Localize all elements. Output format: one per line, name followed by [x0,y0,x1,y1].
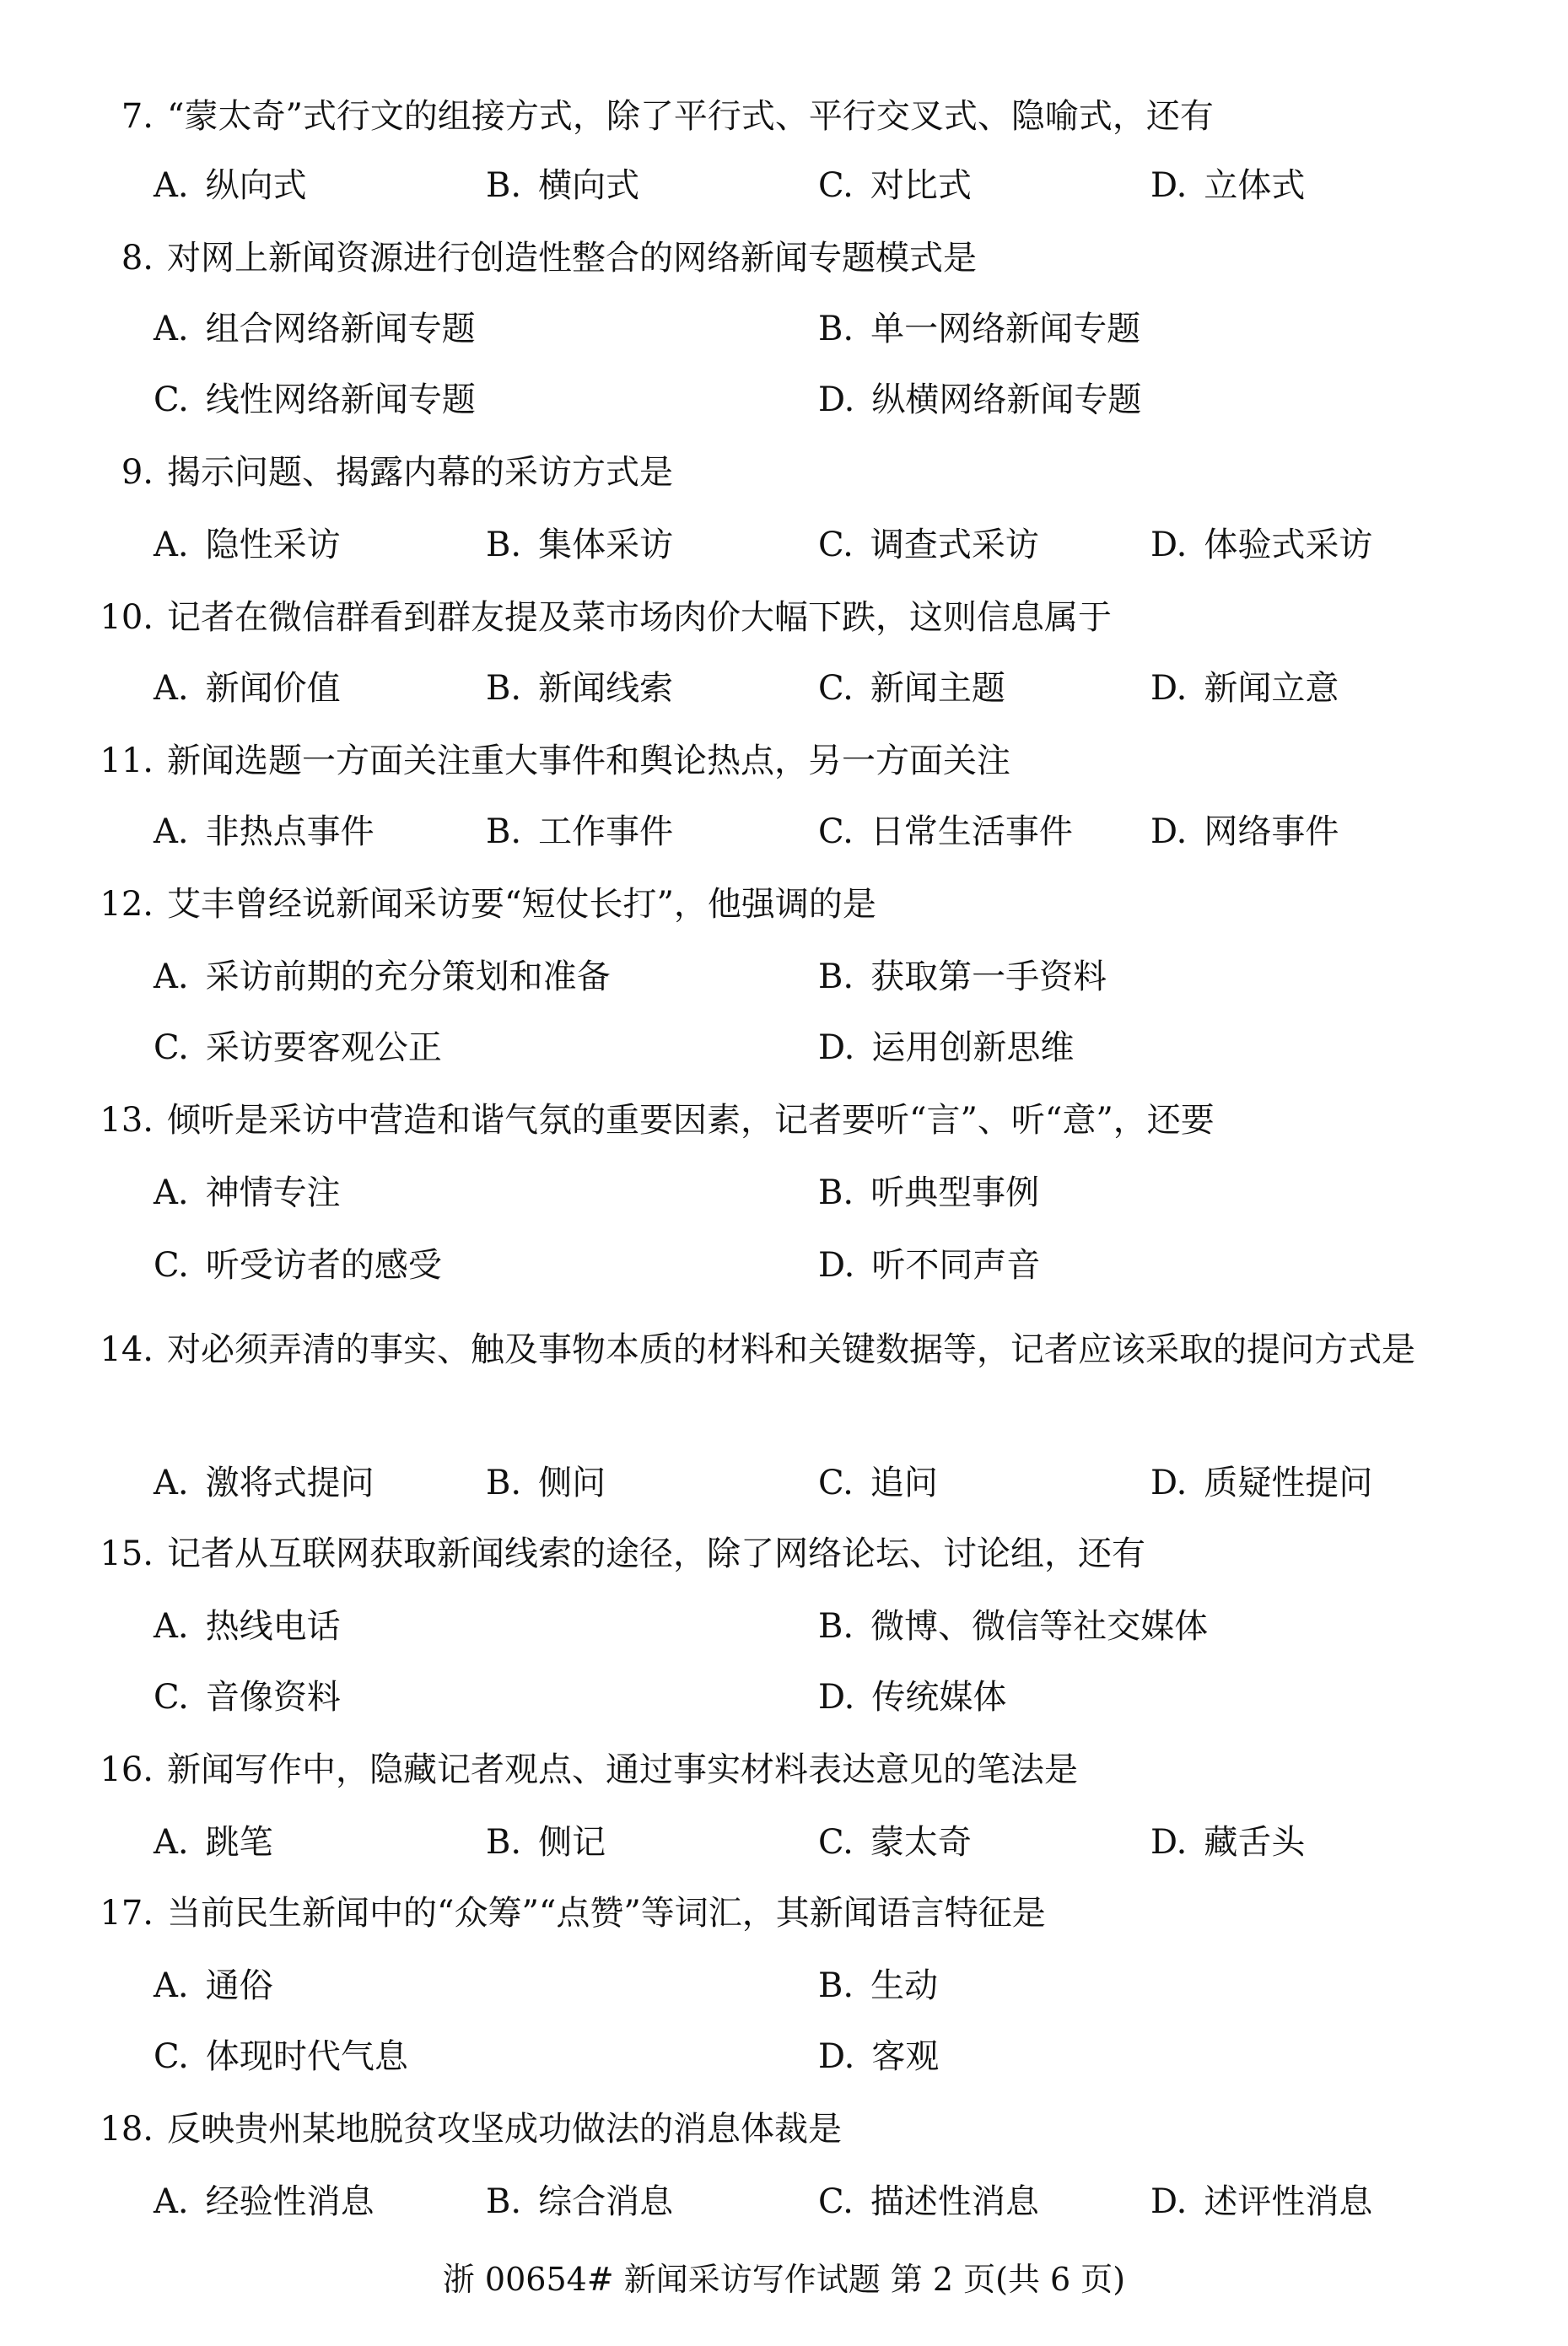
q10-option-b: B. 新闻线索 [486,669,674,708]
q12-option-a: A. 采访前期的充分策划和准备 [154,957,611,996]
q9-option-c: C. 调查式采访 [818,526,1039,564]
q12-option-d: D. 运用创新思维 [818,1028,1075,1067]
q17-option-b: B. 生动 [818,1966,939,2005]
q13-option-d: D. 听不同声音 [818,1246,1041,1285]
q8-option-d: D. 纵横网络新闻专题 [818,380,1142,419]
q17-option-a: A. 通俗 [154,1966,273,2005]
question-18-stem: 18. 反映贵州某地脱贫攻坚成功做法的消息体裁是 [100,2110,842,2149]
question-17-stem: 17. 当前民生新闻中的“众筹”“点赞”等词汇，其新闻语言特征是 [100,1894,1046,1933]
q14-option-b: B. 侧问 [486,1464,606,1502]
question-10-stem: 10. 记者在微信群看到群友提及菜市场肉价大幅下跌，这则信息属于 [100,598,1112,637]
q7-option-d: D. 立体式 [1150,166,1306,205]
q12-option-b: B. 获取第一手资料 [818,957,1107,996]
q12-option-c: C. 采访要客观公正 [154,1028,442,1067]
q10-option-a: A. 新闻价值 [154,669,341,708]
question-13-stem: 13. 倾听是采访中营造和谐气氛的重要因素，记者要听“言”、听“意”，还要 [100,1101,1215,1140]
q9-option-a: A. 隐性采访 [154,526,341,564]
q14-option-d: D. 质疑性提问 [1150,1464,1373,1502]
q17-option-c: C. 体现时代气息 [154,2037,408,2076]
q8-option-b: B. 单一网络新闻专题 [818,310,1141,348]
question-11-stem: 11. 新闻选题一方面关注重大事件和舆论热点，另一方面关注 [100,742,1010,780]
q11-option-c: C. 日常生活事件 [818,812,1073,851]
q16-option-a: A. 跳笔 [154,1823,273,1862]
question-9-stem: 9. 揭示问题、揭露内幕的采访方式是 [121,453,673,492]
q16-option-c: C. 蒙太奇 [818,1823,972,1862]
question-7-stem: 7. “蒙太奇”式行文的组接方式，除了平行式、平行交叉式、隐喻式，还有 [121,97,1214,136]
q11-option-d: D. 网络事件 [1150,812,1339,851]
question-12-stem: 12. 艾丰曾经说新闻采访要“短仗长打”，他强调的是 [100,885,876,924]
q18-option-c: C. 描述性消息 [818,2182,1039,2221]
q18-option-a: A. 经验性消息 [154,2182,374,2221]
q7-option-b: B. 横向式 [486,166,640,205]
q13-option-c: C. 听受访者的感受 [154,1246,442,1285]
q7-option-a: A. 纵向式 [154,166,307,205]
q9-option-b: B. 集体采访 [486,526,674,564]
q16-option-d: D. 藏舌头 [1150,1823,1306,1862]
q11-option-b: B. 工作事件 [486,812,674,851]
question-14-stem: 14. 对必须弄清的事实、触及事物本质的材料和关键数据等，记者应该采取的提问方式是 [100,1330,1415,1369]
q17-option-d: D. 客观 [818,2037,940,2076]
q13-option-b: B. 听典型事例 [818,1173,1040,1212]
question-8-stem: 8. 对网上新闻资源进行创造性整合的网络新闻专题模式是 [121,239,977,278]
q18-option-d: D. 述评性消息 [1150,2182,1373,2221]
q8-option-c: C. 线性网络新闻专题 [154,380,476,419]
q10-option-d: D. 新闻立意 [1150,669,1339,708]
q15-option-b: B. 微博、微信等社交媒体 [818,1607,1209,1646]
q18-option-b: B. 综合消息 [486,2182,674,2221]
q13-option-a: A. 神情专注 [154,1173,341,1212]
q7-option-c: C. 对比式 [818,166,972,205]
q15-option-d: D. 传统媒体 [818,1678,1007,1717]
page-footer: 浙 00654# 新闻采访写作试题 第 2 页(共 6 页) [442,2261,1126,2298]
q15-option-a: A. 热线电话 [154,1607,341,1646]
q10-option-c: C. 新闻主题 [818,669,1005,708]
q14-option-c: C. 追问 [818,1464,938,1502]
q16-option-b: B. 侧记 [486,1823,606,1862]
q8-option-a: A. 组合网络新闻专题 [154,310,476,348]
question-15-stem: 15. 记者从互联网获取新闻线索的途径，除了网络论坛、讨论组，还有 [100,1534,1145,1573]
q9-option-d: D. 体验式采访 [1150,526,1373,564]
q14-option-a: A. 激将式提问 [154,1464,374,1502]
question-16-stem: 16. 新闻写作中，隐藏记者观点、通过事实材料表达意见的笔法是 [100,1750,1078,1789]
q15-option-c: C. 音像资料 [154,1678,341,1717]
q11-option-a: A. 非热点事件 [154,812,374,851]
